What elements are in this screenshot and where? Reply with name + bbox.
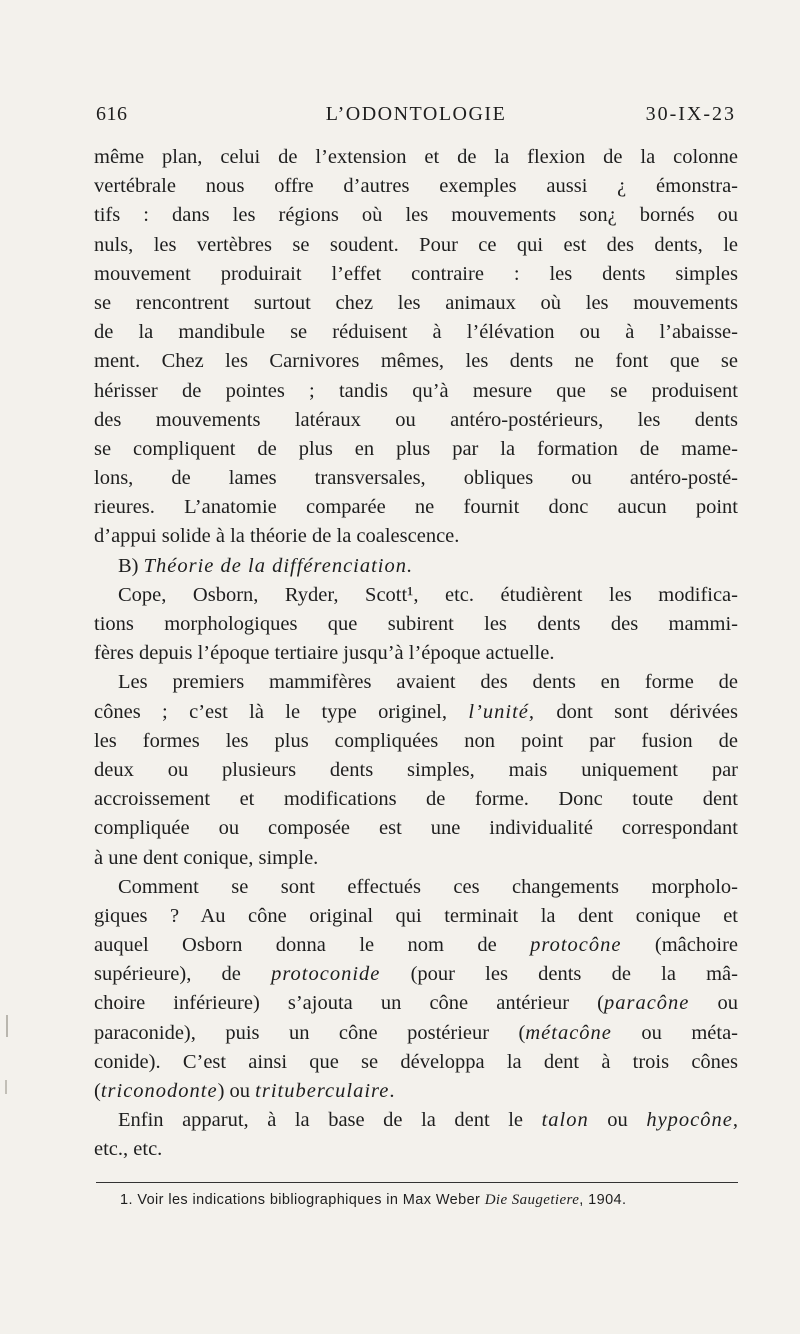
text-run: choire inférieure) s’ajouta un cône antérieur ( xyxy=(94,992,604,1015)
text-run: ( xyxy=(94,1080,101,1102)
text-run: vertébrale nous offre d’autres exemples aussi ¿ émonstra- xyxy=(94,175,738,198)
text-run: de la mandibule se réduisent à l’élévation ou à l’abaisse- xyxy=(94,321,738,344)
text-run: hérisser de pointes ; tandis qu’à mesure que se produisent xyxy=(94,379,738,402)
footnote-book-title: Die Saugetiere xyxy=(484,1192,580,1208)
italic-term: paracône xyxy=(603,992,690,1015)
italic-term: triconodonte xyxy=(100,1080,218,1102)
italic-term: hypocône xyxy=(646,1109,733,1132)
italic-term: trituberculaire xyxy=(255,1080,390,1102)
text-run: les formes les plus compliquées non point par fusion de xyxy=(94,729,738,752)
footnote-tail: , 1904. xyxy=(579,1192,627,1208)
text-run: lons, de lames transversales, obliques ou antéro-posté- xyxy=(94,467,738,490)
text-run: giques ? Au cône original qui terminait la dent conique et xyxy=(94,904,738,927)
page-number: 616 xyxy=(96,103,128,125)
text-run: Cope, Osborn, Ryder, Scott¹, etc. étudièrent les modifica- xyxy=(118,583,738,606)
text-run: (mâchoire xyxy=(621,934,738,957)
text-run: conide). C’est ainsi que se développa la dent à trois cônes xyxy=(94,1050,738,1073)
text-run: fères depuis l’époque tertiaire jusqu’à l’époque actuelle. xyxy=(94,642,555,665)
italic-term: protocône xyxy=(530,934,622,957)
text-run: rieures. L’anatomie comparée ne fournit donc aucun point xyxy=(94,496,738,519)
running-title: L’ODONTOLOGIE xyxy=(325,103,507,125)
text-run: nuls, les vertèbres se soudent. Pour ce qui est des dents, le xyxy=(94,233,738,256)
text-run: ou xyxy=(588,1109,647,1132)
text-run: ment. Chez les Carnivores mêmes, les dents ne font que se xyxy=(94,350,738,373)
text-run: ou xyxy=(689,992,738,1015)
text-run: dont sont dérivées xyxy=(535,700,738,723)
text-run: compliquée ou composée est une individualité correspondant xyxy=(94,817,738,840)
text-run: cônes ; c’est là le type originel, xyxy=(94,700,469,723)
text-run: accroissement et modifications de forme. Donc toute dent xyxy=(94,788,738,811)
text-run: supérieure), de xyxy=(94,963,272,986)
text-run: même plan, celui de l’extension et de la flexion de la colonne xyxy=(94,146,738,168)
text-run: tifs : dans les régions où les mouvements son¿ bornés ou xyxy=(94,204,738,227)
text-run: d’appui solide à la théorie de la coalescence. xyxy=(94,525,460,548)
text-run: , xyxy=(732,1109,738,1132)
text-run: des mouvements latéraux ou antéro-postérieurs, les dents xyxy=(94,408,738,431)
text-run: mouvement produirait l’effet contraire : les dents simples xyxy=(94,262,738,285)
text-run: auquel Osborn donna le nom de xyxy=(94,934,531,957)
section-label: B) xyxy=(118,554,144,577)
text-run: Les premiers mammifères avaient des dents en forme de xyxy=(118,671,738,694)
text-run: tions morphologiques que subirent les dents des mammi- xyxy=(94,613,738,635)
text-run: paraconide), puis un cône postérieur ( xyxy=(94,1021,526,1044)
text-run: à une dent conique, simple. xyxy=(94,846,319,869)
issue-date: 30-IX-23 xyxy=(645,103,736,125)
text-run: Enfin apparut, à la base de la dent le xyxy=(118,1109,542,1132)
footnote-text: 1. Voir les indications bibliographiques in Max Weber xyxy=(120,1192,485,1208)
section-title: Théorie de la différenciation. xyxy=(143,554,414,577)
italic-term: protoconide xyxy=(271,963,381,986)
text-run: Comment se sont effectués ces changements morpholo- xyxy=(118,875,738,898)
italic-term: métacône xyxy=(525,1021,612,1044)
text-run: (pour les dents de la mâ- xyxy=(380,963,738,986)
text-run: . xyxy=(389,1080,395,1102)
text-run: se compliquent de plus en plus par la formation de mame- xyxy=(94,437,738,460)
text-run: se rencontrent surtout chez les animaux où les mouvements xyxy=(94,291,738,314)
italic-term: l’unité, xyxy=(468,700,535,723)
text-run: deux ou plusieurs dents simples, mais uniquement par xyxy=(94,758,738,781)
text-run: etc., etc. xyxy=(94,1138,163,1161)
italic-term: talon xyxy=(541,1109,589,1132)
text-run: ou méta- xyxy=(611,1021,738,1044)
text-run: ) ou xyxy=(217,1080,256,1102)
